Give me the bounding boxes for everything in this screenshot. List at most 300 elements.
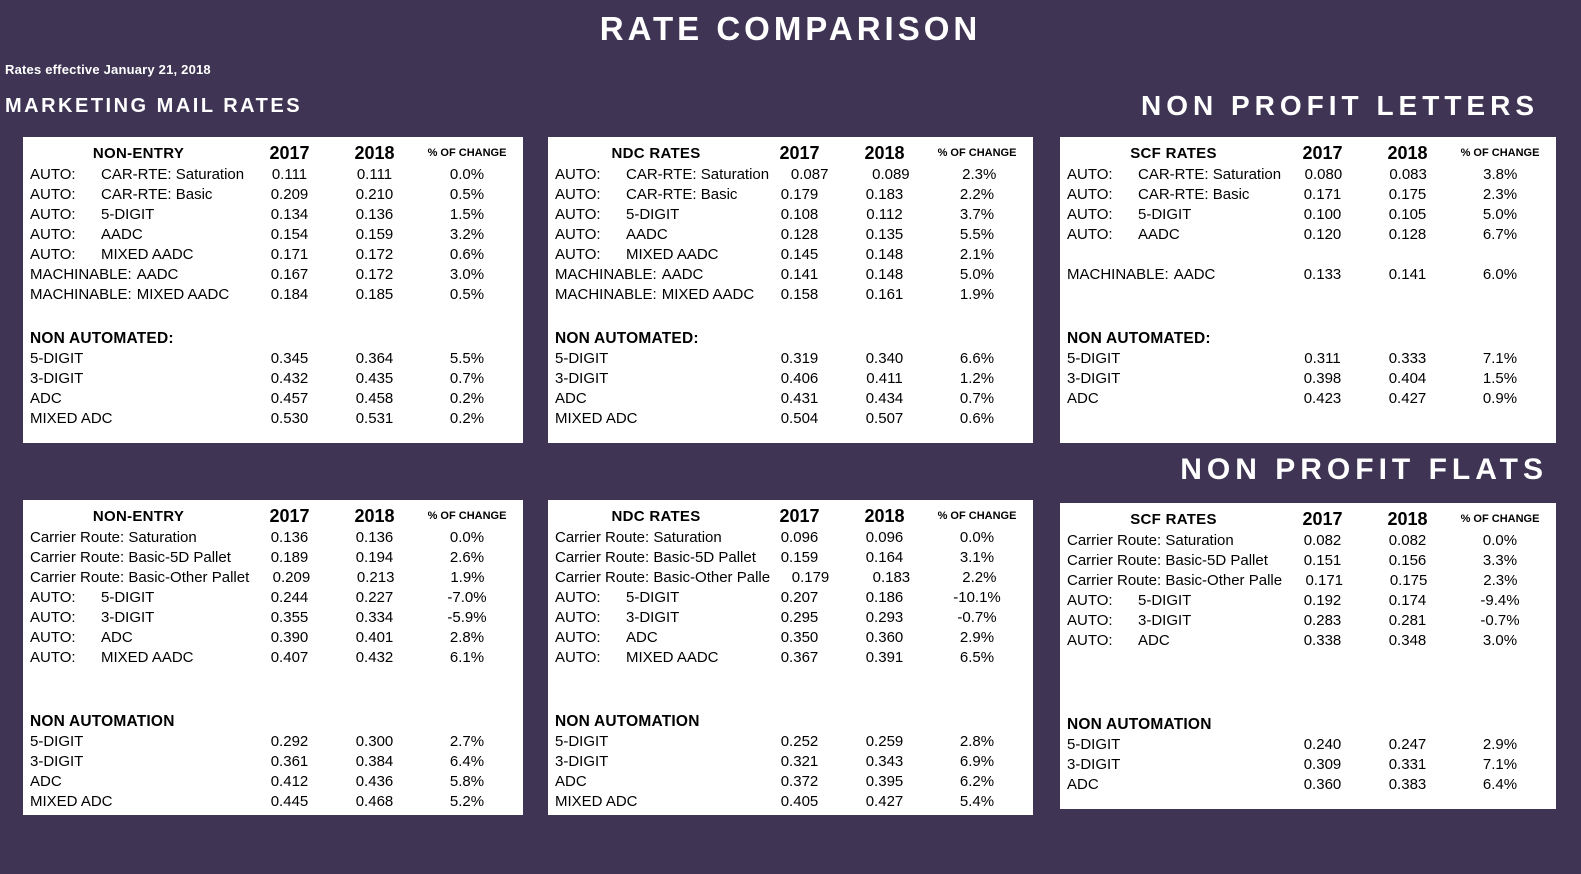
cell-2018: 0.247 xyxy=(1388,736,1427,753)
cell-change: 6.4% xyxy=(449,753,485,770)
cell-2017: 0.134 xyxy=(270,206,309,223)
table-row xyxy=(30,608,517,628)
page-title: RATE COMPARISON xyxy=(599,10,982,47)
row-label-text: Carrier Route: Basic-Other Pallet xyxy=(30,569,250,586)
cell-2018: 0.404 xyxy=(1388,370,1427,387)
row-label-text: CAR-RTE: Basic xyxy=(626,186,738,203)
column-header-2017: 2017 xyxy=(779,142,820,163)
row-label xyxy=(1067,755,1280,775)
cell-2017: 0.189 xyxy=(270,549,309,566)
row-label-text: ADC xyxy=(30,773,62,790)
table-row xyxy=(1067,205,1550,225)
row-label-text: ADC xyxy=(101,629,133,646)
cell-2017: 0.244 xyxy=(270,589,309,606)
cell-2017: 0.321 xyxy=(780,753,819,770)
cell-2018: 0.434 xyxy=(865,390,904,407)
column-header-2018: 2018 xyxy=(864,505,905,526)
cell-2017: 0.159 xyxy=(780,549,819,566)
row-label-prefix: AUTO: xyxy=(555,246,601,263)
row-label xyxy=(555,165,769,185)
column-header-2017: 2017 xyxy=(1302,508,1343,529)
cell-change: 2.8% xyxy=(449,629,485,646)
row-label-text: MIXED ADC xyxy=(30,410,113,427)
row-label-prefix: AUTO: xyxy=(30,226,76,243)
cell-2017: 0.309 xyxy=(1303,756,1342,773)
cell-change: 5.8% xyxy=(449,773,485,790)
row-label-text: Carrier Route: Basic-5D Pallet xyxy=(555,549,756,566)
row-label xyxy=(555,205,757,225)
cell-change: 3.8% xyxy=(1483,166,1518,183)
cell-2017: 0.179 xyxy=(791,569,830,586)
cell-2018: 0.175 xyxy=(1388,186,1427,203)
table-row xyxy=(555,588,1027,608)
column-header-2017: 2017 xyxy=(1302,142,1343,163)
row-label xyxy=(30,205,247,225)
cell-2018: 0.227 xyxy=(355,589,394,606)
table-row xyxy=(1067,631,1550,651)
row-label xyxy=(30,752,247,772)
row-label xyxy=(555,772,757,792)
cell-2018: 0.213 xyxy=(356,569,395,586)
row-label-text: 5-DIGIT xyxy=(30,350,84,367)
cell-2017: 0.292 xyxy=(270,733,309,750)
table-row xyxy=(555,185,1027,205)
cell-change: 2.8% xyxy=(959,733,995,750)
row-label-prefix: AUTO: xyxy=(30,589,76,606)
cell-2018: 0.172 xyxy=(355,246,394,263)
cell-2018: 0.194 xyxy=(355,549,394,566)
cell-2018: 0.089 xyxy=(872,166,910,183)
table-row xyxy=(1067,225,1550,245)
row-label-text: 3-DIGIT xyxy=(626,609,680,626)
table-row xyxy=(555,225,1027,245)
cell-change: -7.0% xyxy=(447,589,487,606)
cell-2018: 0.427 xyxy=(1388,390,1427,407)
row-label xyxy=(555,389,757,409)
row-label-prefix: AUTO: xyxy=(1067,226,1113,243)
cell-2017: 0.080 xyxy=(1304,166,1343,183)
row-label xyxy=(1067,735,1280,755)
table-row xyxy=(1067,571,1550,591)
cell-change: -9.4% xyxy=(1480,592,1520,609)
row-label xyxy=(1067,369,1280,389)
section-label: NON AUTOMATION xyxy=(555,713,700,730)
row-label-text: ADC xyxy=(555,390,587,407)
table-row xyxy=(555,165,1027,185)
row-label xyxy=(30,568,249,588)
cell-2017: 0.457 xyxy=(270,390,309,407)
cell-2018: 0.364 xyxy=(355,350,394,367)
cell-change: 3.7% xyxy=(959,206,995,223)
cell-2017: 0.407 xyxy=(270,649,309,666)
row-label xyxy=(30,245,247,265)
cell-2018: 0.401 xyxy=(355,629,394,646)
row-label-text: AADC xyxy=(1173,266,1216,283)
row-label-text: Carrier Route: Saturation xyxy=(30,529,197,546)
cell-change: 0.5% xyxy=(449,186,485,203)
effective-date-note: Rates effective January 21, 2018 xyxy=(5,62,211,77)
row-label xyxy=(555,245,757,265)
table-row xyxy=(1067,775,1550,795)
table-header-row xyxy=(555,504,1027,528)
cell-2017: 0.209 xyxy=(270,186,309,203)
cell-change: 0.0% xyxy=(959,529,995,546)
cell-2017: 0.184 xyxy=(270,286,309,303)
table-row xyxy=(1067,185,1550,205)
row-label-text: CAR-RTE: Saturation xyxy=(101,166,245,183)
row-label-text: 3-DIGIT xyxy=(1067,756,1121,773)
cell-change: 1.5% xyxy=(449,206,485,223)
row-label-prefix: AUTO: xyxy=(555,649,601,666)
table-row xyxy=(30,285,517,305)
cell-change: 6.6% xyxy=(959,350,995,367)
row-label-text: ADC xyxy=(1138,632,1170,649)
table-blank-row xyxy=(1067,671,1550,691)
table-row xyxy=(1067,369,1550,389)
row-label-prefix: MACHINABLE: xyxy=(555,266,657,283)
row-label-text: CAR-RTE: Saturation xyxy=(626,166,770,183)
row-label xyxy=(555,588,757,608)
row-label-prefix: AUTO: xyxy=(30,206,76,223)
cell-change: 0.7% xyxy=(959,390,995,407)
row-label-prefix: AUTO: xyxy=(30,649,76,666)
cell-2017: 0.338 xyxy=(1303,632,1342,649)
row-label xyxy=(555,568,770,588)
cell-2017: 0.240 xyxy=(1303,736,1342,753)
column-header-change: % OF CHANGE xyxy=(1460,513,1540,525)
cell-2018: 0.112 xyxy=(866,206,903,223)
table-row xyxy=(30,389,517,409)
cell-2018: 0.395 xyxy=(865,773,904,790)
row-label xyxy=(555,285,757,305)
table-row xyxy=(30,792,517,812)
table-row xyxy=(30,752,517,772)
row-label xyxy=(1067,571,1282,591)
table-row xyxy=(30,548,517,568)
row-label xyxy=(30,548,247,568)
cell-2017: 0.087 xyxy=(790,166,829,183)
cell-change: 0.6% xyxy=(959,410,995,427)
section-label: NON AUTOMATED: xyxy=(555,330,699,347)
row-label-prefix: AUTO: xyxy=(1067,632,1113,649)
cell-2018: 0.259 xyxy=(865,733,904,750)
row-label-text: Carrier Route: Basic-5D Pallet xyxy=(30,549,231,566)
cell-change: 0.5% xyxy=(449,286,485,303)
table-header-row xyxy=(30,504,517,528)
table-body xyxy=(30,165,517,429)
row-label-text: CAR-RTE: Basic xyxy=(101,186,213,203)
row-label-text: 5-DIGIT xyxy=(1067,736,1121,753)
cell-2018: 0.175 xyxy=(1389,572,1428,589)
column-header-change: % OF CHANGE xyxy=(1460,147,1540,159)
row-label xyxy=(30,528,247,548)
row-label xyxy=(555,628,757,648)
table-marketing-flats-non-entry xyxy=(23,500,523,815)
row-label-text: 3-DIGIT xyxy=(555,370,609,387)
cell-change: 0.0% xyxy=(449,166,485,183)
cell-change: 7.1% xyxy=(1482,756,1518,773)
row-label-text: ADC xyxy=(555,773,587,790)
section-heading-non-profit-letters: NON PROFIT LETTERS xyxy=(1141,90,1539,121)
cell-change: 7.1% xyxy=(1482,350,1518,367)
cell-change: -0.7% xyxy=(957,609,997,626)
cell-2017: 0.167 xyxy=(270,266,309,283)
cell-2017: 0.209 xyxy=(272,569,311,586)
cell-change: 6.5% xyxy=(959,649,995,666)
row-label xyxy=(1067,185,1280,205)
cell-2017: 0.295 xyxy=(780,609,819,626)
row-label xyxy=(30,409,247,429)
cell-2017: 0.136 xyxy=(270,529,309,546)
row-label xyxy=(1067,631,1280,651)
table-row xyxy=(1067,551,1550,571)
row-label-text: Carrier Route: Basic-Other Palle xyxy=(1067,572,1283,589)
cell-2017: 0.390 xyxy=(270,629,309,646)
row-label-text: MIXED AADC xyxy=(101,246,194,263)
cell-2018: 0.164 xyxy=(865,549,904,566)
cell-change: 5.4% xyxy=(959,793,995,810)
row-label-text: ADC xyxy=(1067,776,1099,793)
table-title: NDC RATES xyxy=(611,507,701,525)
row-label xyxy=(30,285,247,305)
column-header-2017: 2017 xyxy=(269,505,310,526)
row-label-text: 5-DIGIT xyxy=(555,733,609,750)
cell-2017: 0.171 xyxy=(270,246,309,263)
row-label-text: MIXED ADC xyxy=(30,793,113,810)
table-body xyxy=(1067,531,1550,795)
cell-change: 2.9% xyxy=(959,629,995,646)
row-label xyxy=(30,389,247,409)
table-row xyxy=(555,772,1027,792)
row-label-text: AADC xyxy=(1138,226,1180,243)
row-label xyxy=(30,349,247,369)
row-label-text: MIXED AADC xyxy=(626,649,719,666)
table-title: SCF RATES xyxy=(1130,510,1217,528)
cell-change: 2.2% xyxy=(962,569,997,586)
row-label-prefix: AUTO: xyxy=(555,609,601,626)
table-row xyxy=(555,648,1027,668)
table-row xyxy=(555,349,1027,369)
row-label xyxy=(1067,389,1280,409)
cell-2017: 0.530 xyxy=(270,410,309,427)
column-header-2018: 2018 xyxy=(354,505,395,526)
cell-2017: 0.154 xyxy=(270,226,309,243)
table-row xyxy=(30,349,517,369)
cell-2018: 0.383 xyxy=(1388,776,1427,793)
row-label xyxy=(30,165,247,185)
cell-2017: 0.504 xyxy=(780,410,819,427)
row-label-text: AADC xyxy=(661,266,704,283)
cell-change: -5.9% xyxy=(447,609,487,626)
row-label xyxy=(555,185,757,205)
row-label xyxy=(1067,349,1280,369)
row-label-prefix: AUTO: xyxy=(555,166,601,183)
table-non-profit-letters-scf xyxy=(1060,137,1556,443)
row-label-prefix: AUTO: xyxy=(1067,612,1113,629)
section-label: NON AUTOMATED: xyxy=(1067,330,1211,347)
table-row xyxy=(555,265,1027,285)
cell-2018: 0.411 xyxy=(866,370,903,387)
table-row xyxy=(555,628,1027,648)
cell-2018: 0.340 xyxy=(865,350,904,367)
cell-2017: 0.350 xyxy=(780,629,819,646)
cell-2018: 0.293 xyxy=(865,609,904,626)
row-label-prefix: AUTO: xyxy=(1067,186,1113,203)
cell-change: -10.1% xyxy=(953,589,1001,606)
cell-2018: 0.161 xyxy=(865,286,904,303)
table-row xyxy=(30,265,517,285)
cell-2017: 0.100 xyxy=(1303,206,1342,223)
table-row xyxy=(555,548,1027,568)
cell-2018: 0.096 xyxy=(865,529,904,546)
column-header-2018: 2018 xyxy=(1387,142,1428,163)
row-label-text: 5-DIGIT xyxy=(626,206,680,223)
table-non-profit-flats-scf xyxy=(1060,503,1556,809)
row-label-text: ADC xyxy=(30,390,62,407)
cell-2018: 0.135 xyxy=(865,226,904,243)
row-label xyxy=(30,772,247,792)
row-label xyxy=(1067,591,1280,611)
cell-2018: 0.105 xyxy=(1388,206,1427,223)
cell-2017: 0.372 xyxy=(780,773,819,790)
cell-change: 6.7% xyxy=(1482,226,1518,243)
row-label-text: 5-DIGIT xyxy=(555,350,609,367)
row-label xyxy=(555,265,757,285)
cell-change: 5.0% xyxy=(1482,206,1518,223)
table-section-row xyxy=(1067,711,1550,735)
row-label xyxy=(555,349,757,369)
cell-2017: 0.145 xyxy=(780,246,819,263)
row-label xyxy=(1067,551,1280,571)
table-blank-row xyxy=(30,668,517,688)
row-label-text: 5-DIGIT xyxy=(626,589,680,606)
cell-2017: 0.361 xyxy=(270,753,309,770)
cell-2018: 0.174 xyxy=(1388,592,1427,609)
column-header-2018: 2018 xyxy=(1387,508,1428,529)
table-blank-row xyxy=(1067,245,1550,265)
table-marketing-flats-ndc xyxy=(548,500,1033,815)
row-label-text: AADC xyxy=(136,266,179,283)
table-blank-row xyxy=(555,668,1027,688)
cell-change: 1.2% xyxy=(959,370,995,387)
table-row xyxy=(30,245,517,265)
column-header-change: % OF CHANGE xyxy=(427,510,507,522)
row-label xyxy=(30,732,247,752)
table-section-row xyxy=(1067,325,1550,349)
table-blank-row xyxy=(1067,651,1550,671)
table-row xyxy=(555,752,1027,772)
row-label-prefix: MACHINABLE: xyxy=(1067,266,1169,283)
cell-2017: 0.082 xyxy=(1303,532,1342,549)
row-label-prefix: MACHINABLE: xyxy=(555,286,657,303)
row-label-prefix: AUTO: xyxy=(1067,166,1113,183)
cell-2018: 0.348 xyxy=(1388,632,1427,649)
row-label-text: 5-DIGIT xyxy=(30,733,84,750)
row-label-text: 5-DIGIT xyxy=(1067,350,1121,367)
row-label xyxy=(555,528,757,548)
row-label-text: MIXED AADC xyxy=(661,286,755,303)
table-row xyxy=(30,165,517,185)
table-blank-row xyxy=(30,688,517,708)
table-row xyxy=(1067,591,1550,611)
row-label-prefix: AUTO: xyxy=(555,629,601,646)
row-label-text: Carrier Route: Basic-5D Pallet xyxy=(1067,552,1268,569)
table-row xyxy=(555,409,1027,429)
row-label-text: ADC xyxy=(626,629,658,646)
cell-change: 5.0% xyxy=(959,266,995,283)
table-row xyxy=(30,369,517,389)
row-label-text: MIXED ADC xyxy=(555,793,638,810)
cell-2017: 0.128 xyxy=(780,226,819,243)
table-row xyxy=(555,732,1027,752)
table-row xyxy=(30,732,517,752)
table-row xyxy=(555,792,1027,812)
row-label xyxy=(555,548,757,568)
row-label xyxy=(30,265,247,285)
cell-2017: 0.445 xyxy=(270,793,309,810)
cell-2017: 0.283 xyxy=(1303,612,1342,629)
row-label-text: 3-DIGIT xyxy=(30,370,84,387)
section-label: NON AUTOMATED: xyxy=(30,330,174,347)
cell-2017: 0.432 xyxy=(270,370,309,387)
table-row xyxy=(30,185,517,205)
row-label xyxy=(1067,225,1280,245)
table-row xyxy=(555,245,1027,265)
cell-change: 2.9% xyxy=(1482,736,1518,753)
cell-2018: 0.210 xyxy=(355,186,394,203)
table-body xyxy=(555,528,1027,812)
table-marketing-letters-non-entry xyxy=(23,137,523,443)
row-label-prefix: AUTO: xyxy=(30,166,76,183)
row-label xyxy=(1067,205,1280,225)
cell-2018: 0.083 xyxy=(1389,166,1427,183)
cell-change: 6.4% xyxy=(1482,776,1518,793)
cell-2018: 0.468 xyxy=(355,793,394,810)
row-label-prefix: AUTO: xyxy=(555,589,601,606)
row-label-text: 3-DIGIT xyxy=(555,753,609,770)
cell-2018: 0.427 xyxy=(865,793,904,810)
row-label xyxy=(1067,265,1280,285)
table-row xyxy=(1067,389,1550,409)
table-row xyxy=(1067,265,1550,285)
cell-2018: 0.148 xyxy=(865,266,904,283)
cell-change: 3.0% xyxy=(1482,632,1518,649)
cell-2018: 0.183 xyxy=(872,569,911,586)
cell-2017: 0.111 xyxy=(271,166,308,183)
cell-change: 3.3% xyxy=(1482,552,1518,569)
table-marketing-letters-ndc xyxy=(548,137,1033,443)
row-label xyxy=(30,225,247,245)
row-label-prefix: MACHINABLE: xyxy=(30,266,132,283)
cell-2018: 0.391 xyxy=(865,649,904,666)
row-label-text: AADC xyxy=(101,226,143,243)
table-row xyxy=(30,588,517,608)
cell-2017: 0.120 xyxy=(1303,226,1342,243)
row-label-prefix: AUTO: xyxy=(1067,592,1113,609)
table-body xyxy=(30,528,517,812)
table-title: NDC RATES xyxy=(611,144,701,162)
table-row xyxy=(30,772,517,792)
cell-2017: 0.405 xyxy=(780,793,819,810)
table-body xyxy=(555,165,1027,429)
cell-change: 3.1% xyxy=(959,549,995,566)
row-label xyxy=(555,225,757,245)
table-row xyxy=(555,369,1027,389)
table-row xyxy=(555,285,1027,305)
row-label-text: 3-DIGIT xyxy=(101,609,155,626)
table-row xyxy=(30,628,517,648)
row-label xyxy=(1067,531,1280,551)
